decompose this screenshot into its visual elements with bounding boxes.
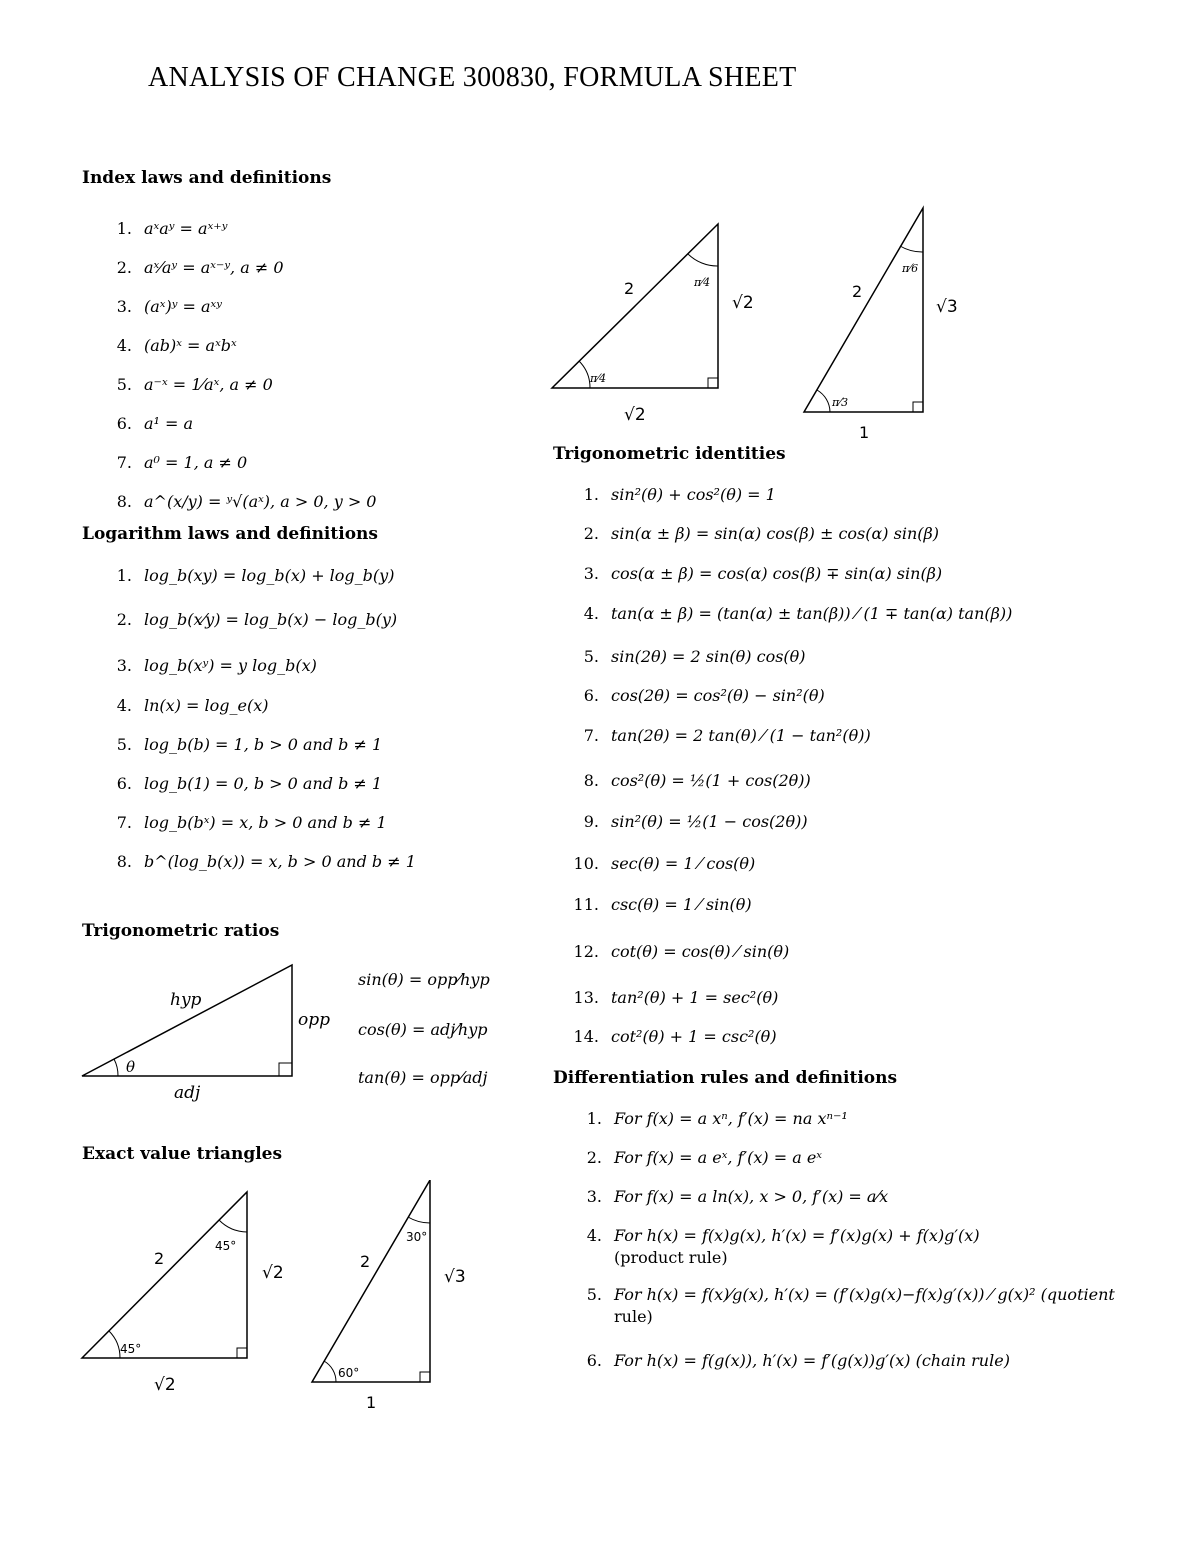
formula-item xyxy=(573,685,1012,725)
formula-item xyxy=(110,565,416,609)
item-number: 6. xyxy=(116,774,132,793)
formula-item xyxy=(110,851,416,890)
formula-text: log_b(xʸ) = y log_b(x) xyxy=(144,656,317,675)
formula-item xyxy=(110,326,376,365)
formula-text: sin(2θ) = 2 sin(θ) cos(θ) xyxy=(611,647,806,666)
tpi4-angle-bottom: π⁄4 xyxy=(590,372,607,385)
formula-item xyxy=(110,443,376,482)
formula-text: cot²(θ) + 1 = csc²(θ) xyxy=(611,1027,777,1046)
tpi4-hyp: 2 xyxy=(624,279,635,298)
formula-item xyxy=(573,725,1012,770)
formula-text: log_b(b) = 1, b > 0 and b ≠ 1 xyxy=(144,735,383,754)
item-number: 4. xyxy=(116,696,132,715)
adj-label: adj xyxy=(174,1083,201,1103)
formula-item xyxy=(580,1225,1115,1284)
formula-text: For f(x) = a eˣ, f′(x) = a eˣ xyxy=(614,1148,822,1167)
exact-value-triangles xyxy=(70,1180,490,1420)
formula-text: cot(θ) = cos(θ) ⁄ sin(θ) xyxy=(611,942,790,961)
opp-label: opp xyxy=(298,1010,330,1030)
theta-label: θ xyxy=(126,1058,136,1076)
formula-item xyxy=(110,365,376,404)
triangle-shape xyxy=(82,965,292,1076)
log-laws-heading: Logarithm laws and definitions xyxy=(82,524,378,544)
formula-item xyxy=(580,1350,1115,1389)
item-number: 13. xyxy=(573,988,599,1007)
item-number: 1. xyxy=(586,1109,602,1128)
tpi4-base: √2 xyxy=(624,405,646,425)
formula-item xyxy=(573,941,1012,987)
tan-ratio: tan(θ) = opp⁄adj xyxy=(358,1068,488,1087)
formula-item xyxy=(573,523,1012,563)
item-number: 3. xyxy=(586,1187,602,1206)
formula-text: tan²(θ) + 1 = sec²(θ) xyxy=(611,988,779,1007)
formula-text: sin(α ± β) = sin(α) cos(β) ± cos(α) sin(β) xyxy=(611,524,939,543)
formula-item xyxy=(110,209,376,248)
formula-item xyxy=(110,773,416,812)
formula-text: For h(x) = f(x)g(x), h′(x) = f′(x)g(x) + f(x)g′(x) xyxy=(614,1226,980,1245)
formula-item xyxy=(573,987,1012,1026)
item-number: 4. xyxy=(583,604,599,623)
tpi6-base: 1 xyxy=(859,423,870,442)
formula-text: For h(x) = f(x)⁄g(x), h′(x) = (f′(x)g(x)−f(x)g′(x)) ⁄ g(x)² (quotient xyxy=(614,1285,1115,1304)
item-number: 4. xyxy=(116,336,132,355)
item-number: 8. xyxy=(583,771,599,790)
formula-item xyxy=(110,287,376,326)
formula-item xyxy=(573,1026,1012,1065)
item-number: 5. xyxy=(586,1285,602,1304)
t60-base: 1 xyxy=(366,1393,377,1412)
item-number: 5. xyxy=(583,647,599,666)
formula-item xyxy=(110,482,376,521)
index-laws-list xyxy=(110,209,376,521)
item-number: 1. xyxy=(116,566,132,585)
formula-text: (aˣ)ʸ = aˣʸ xyxy=(144,297,222,316)
tpi4-side: √2 xyxy=(732,293,754,313)
formula-text: a⁰ = 1, a ≠ 0 xyxy=(144,453,248,472)
t45-hyp: 2 xyxy=(154,1249,165,1268)
formula-item xyxy=(573,811,1012,853)
item-number: 14. xyxy=(573,1027,599,1046)
formula-text: cos(α ± β) = cos(α) cos(β) ∓ sin(α) sin(β) xyxy=(611,564,943,583)
cos-ratio: cos(θ) = adj⁄hyp xyxy=(358,1020,488,1039)
formula-text: tan(2θ) = 2 tan(θ) ⁄ (1 − tan²(θ)) xyxy=(611,726,871,745)
formula-text: ln(x) = log_e(x) xyxy=(144,696,269,715)
page-title: ANALYSIS OF CHANGE 300830, FORMULA SHEET xyxy=(148,62,797,93)
formula-text: a⁻ˣ = 1⁄aˣ, a ≠ 0 xyxy=(144,375,273,394)
formula-item xyxy=(110,248,376,287)
formula-text: tan(α ± β) = (tan(α) ± tan(β)) ⁄ (1 ∓ tan(α) tan(β)) xyxy=(611,604,1013,623)
formula-item xyxy=(580,1108,1115,1147)
angle-arc xyxy=(114,1059,118,1076)
formula-item xyxy=(580,1147,1115,1186)
formula-text: log_b(x⁄y) = log_b(x) − log_b(y) xyxy=(144,610,398,629)
formula-item xyxy=(573,603,1012,646)
triangle-pi6-shape xyxy=(804,208,923,412)
tpi6-angle-bottom: π⁄3 xyxy=(832,396,849,409)
formula-text-continued: rule) xyxy=(614,1307,653,1326)
t45-angle-bottom: 45° xyxy=(120,1342,142,1356)
item-number: 1. xyxy=(583,485,599,504)
right-triangle-diagram xyxy=(70,955,350,1105)
formula-text: sin²(θ) = ½(1 − cos(2θ)) xyxy=(611,812,808,831)
tpi4-angle-top: π⁄4 xyxy=(694,276,711,289)
formula-text: sin²(θ) + cos²(θ) = 1 xyxy=(611,485,776,504)
t45-angle-top: 45° xyxy=(215,1239,237,1253)
formula-text: For h(x) = f(g(x)), h′(x) = f′(g(x))g′(x) (chain rule) xyxy=(614,1351,1010,1370)
item-number: 12. xyxy=(573,942,599,961)
formula-text: a¹ = a xyxy=(144,414,194,433)
formula-item xyxy=(573,484,1012,523)
item-number: 3. xyxy=(116,656,132,675)
formula-text: log_b(1) = 0, b > 0 and b ≠ 1 xyxy=(144,774,383,793)
formula-text-continued: (product rule) xyxy=(614,1248,728,1267)
triangle-60-shape xyxy=(312,1180,430,1382)
item-number: 2. xyxy=(586,1148,602,1167)
tpi6-hyp: 2 xyxy=(852,282,863,301)
t60-side: √3 xyxy=(444,1267,466,1287)
item-number: 5. xyxy=(116,375,132,394)
formula-item xyxy=(573,770,1012,811)
right-angle-marker xyxy=(279,1063,292,1076)
formula-text: sec(θ) = 1 ⁄ cos(θ) xyxy=(611,854,756,873)
item-number: 6. xyxy=(583,686,599,705)
tpi6-angle-top: π⁄6 xyxy=(902,262,919,275)
item-number: 2. xyxy=(116,610,132,629)
item-number: 2. xyxy=(583,524,599,543)
item-number: 7. xyxy=(116,813,132,832)
item-number: 6. xyxy=(586,1351,602,1370)
t45-side: √2 xyxy=(262,1263,284,1283)
log-laws-list xyxy=(110,565,416,890)
formula-item xyxy=(110,695,416,734)
formula-text: (ab)ˣ = aˣbˣ xyxy=(144,336,237,355)
formula-item xyxy=(110,734,416,773)
item-number: 4. xyxy=(586,1226,602,1245)
item-number: 2. xyxy=(116,258,132,277)
t45-base: √2 xyxy=(154,1375,176,1395)
exact-triangles-heading: Exact value triangles xyxy=(82,1144,283,1164)
formula-text: cos²(θ) = ½(1 + cos(2θ)) xyxy=(611,771,811,790)
formula-item xyxy=(573,563,1012,603)
diff-rules-list xyxy=(580,1108,1115,1389)
t60-angle-bottom: 60° xyxy=(338,1366,360,1380)
formula-text: log_b(xy) = log_b(x) + log_b(y) xyxy=(144,566,395,585)
item-number: 11. xyxy=(573,895,599,914)
formula-text: For f(x) = a ln(x), x > 0, f′(x) = a⁄x xyxy=(614,1187,889,1206)
item-number: 3. xyxy=(583,564,599,583)
formula-text: aˣaʸ = aˣ⁺ʸ xyxy=(144,219,228,238)
formula-text: a^(x/y) = ʸ√(aˣ), a > 0, y > 0 xyxy=(144,492,377,511)
formula-item xyxy=(573,894,1012,941)
item-number: 5. xyxy=(116,735,132,754)
formula-text: log_b(bˣ) = x, b > 0 and b ≠ 1 xyxy=(144,813,387,832)
formula-text: cos(2θ) = cos²(θ) − sin²(θ) xyxy=(611,686,825,705)
formula-item xyxy=(110,812,416,851)
formula-text: b^(log_b(x)) = x, b > 0 and b ≠ 1 xyxy=(144,852,416,871)
triangle-45-shape xyxy=(82,1192,247,1358)
diff-rules-heading: Differentiation rules and definitions xyxy=(553,1068,898,1088)
formula-item xyxy=(580,1186,1115,1225)
trig-identities-heading: Trigonometric identities xyxy=(553,444,786,464)
formula-item xyxy=(573,646,1012,685)
item-number: 7. xyxy=(583,726,599,745)
item-number: 3. xyxy=(116,297,132,316)
formula-item xyxy=(110,609,416,655)
formula-item xyxy=(110,655,416,695)
item-number: 6. xyxy=(116,414,132,433)
index-laws-heading: Index laws and definitions xyxy=(82,168,332,188)
trig-ratios-heading: Trigonometric ratios xyxy=(82,921,280,941)
formula-text: For f(x) = a xⁿ, f′(x) = na xⁿ⁻¹ xyxy=(614,1109,848,1128)
formula-text: aˣ⁄aʸ = aˣ⁻ʸ, a ≠ 0 xyxy=(144,258,284,277)
item-number: 7. xyxy=(116,453,132,472)
item-number: 8. xyxy=(116,852,132,871)
item-number: 10. xyxy=(573,854,599,873)
t60-hyp: 2 xyxy=(360,1252,371,1271)
sin-ratio: sin(θ) = opp⁄hyp xyxy=(358,970,490,989)
trig-identities-list xyxy=(573,484,1012,1065)
item-number: 8. xyxy=(116,492,132,511)
formula-item xyxy=(580,1284,1115,1350)
formula-item xyxy=(573,853,1012,894)
item-number: 1. xyxy=(116,219,132,238)
radian-triangles xyxy=(540,200,980,445)
t60-angle-top: 30° xyxy=(406,1230,428,1244)
triangle-pi4-shape xyxy=(552,224,718,388)
tpi6-side: √3 xyxy=(936,297,958,317)
item-number: 9. xyxy=(583,812,599,831)
formula-text: csc(θ) = 1 ⁄ sin(θ) xyxy=(611,895,752,914)
formula-item xyxy=(110,404,376,443)
hyp-label: hyp xyxy=(170,990,202,1010)
